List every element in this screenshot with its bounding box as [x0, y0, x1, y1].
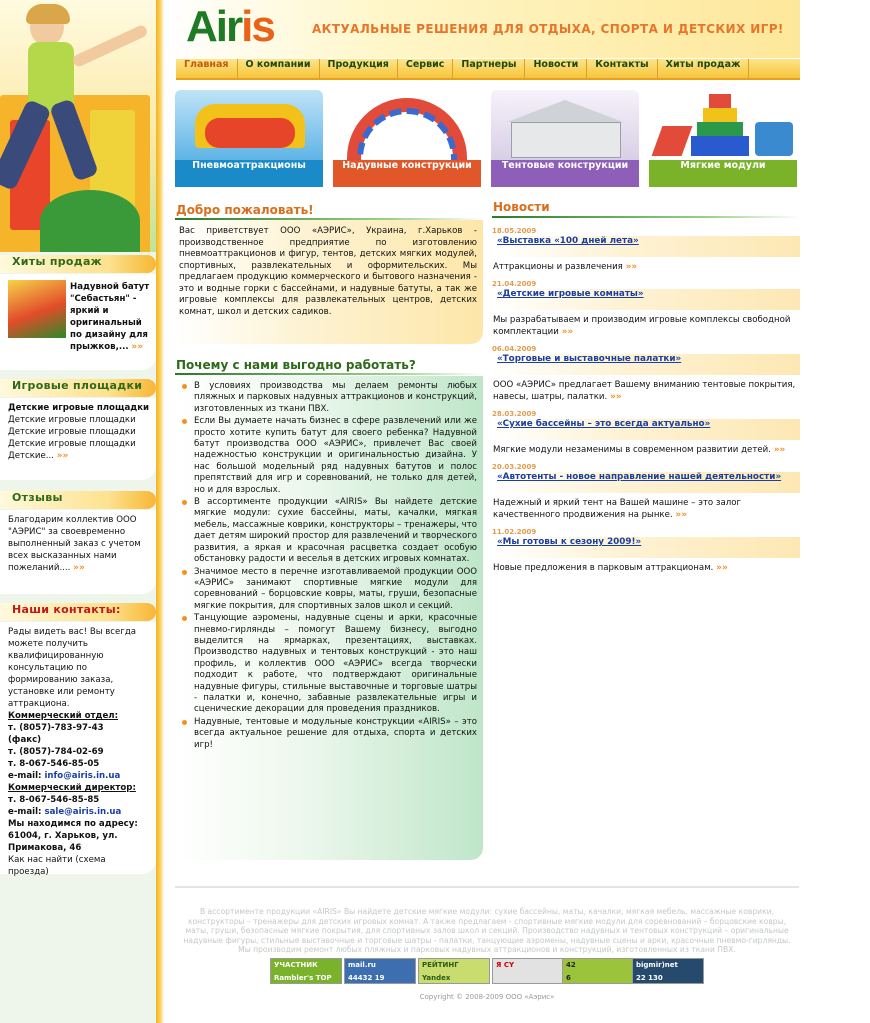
phone: т. (8057)-783-97-43 (факс) — [8, 723, 104, 745]
news-text-body: Мягкие модули незаменимы в современном развитии детей. — [493, 445, 771, 455]
email-label: e-mail: — [8, 807, 42, 817]
tent-roof — [507, 100, 623, 122]
why-item: Танцующие аэромены, надувные сцены и арки, красочные пневмо-гирлянды – помогут Вашему бизнесу, выгодно выделится на ярмарках, презентациях, выставках. Производство надувных и тентовых конструкций - это наш профиль, и коллектив ООО «АЭРИС» всегда творчески подходит к работе, что подтверждают оригинальные надувные фигуры, стильные выставочные и торговые шатры - палатки и, конечно, забавные развлекательные игры и сценические декорации для проведения праздников. — [179, 613, 477, 716]
phone: т. 8-067-546-85-05 — [8, 759, 100, 769]
ball-pool — [755, 122, 793, 156]
news-text — [492, 440, 800, 456]
nav-item-partners[interactable]: Партнеры — [453, 59, 525, 78]
playground-item[interactable]: Детские игровые площадки — [8, 415, 136, 425]
why-item: Надувные, тентовые и модульные конструкции «AIRIS» – это всегда актуальное решение для отдыха, спорта и детских игр! — [179, 717, 477, 751]
copyright: Copyright © 2008-2009 ООО «Аэрис» — [419, 993, 555, 1001]
hit-text: Надувной батут "Себастьян" - яркий и оригинальный по дизайну для прыжков,... — [70, 282, 150, 352]
playgrounds-block — [0, 398, 156, 480]
email-link[interactable]: sale@airis.in.ua — [44, 807, 122, 817]
footer-text: В ассортименте продукции «AIRIS» Вы найдете детские мягкие модули: сухие бассейны, маты, качалки, мягкая мебель, массажные коврики, конструкторы – тренажеры для детских игровых комнат. А также предлагаем - спортивные мягкие модули для соревнований – борцовские ковры, маты, груши, безопасные мягкие покрытия, для спортивных залов школ и секций. Производство надувных и тентовых конструкций – оригинальные надувные фигуры, стильные выставочные и торговые шатры - палатки, танцующие аэромены, надувные сцены и арки, красочные пневмо-гирлянды. Мы производим ремонт любых пляжных и парковых надувных аттракционов и конструкций, изготовленных из ткани ПВХ. — [183, 907, 791, 955]
phone: т. (8057)-784-02-69 — [8, 747, 104, 757]
tent-body — [511, 122, 621, 158]
news-date: 21.04.2009 — [492, 280, 537, 288]
news-text — [492, 257, 800, 273]
module-block — [652, 126, 693, 156]
more-arrow-icon[interactable]: »» — [73, 563, 85, 573]
contacts-intro: Рады видеть вас! Вы всегда можете получить квалифицированную консультацию по формированию заказа, установке или ремонту аттракциона. — [8, 627, 137, 709]
category-soft-modules[interactable] — [649, 90, 797, 187]
news-item — [492, 409, 800, 456]
hits-title: Хиты продаж — [0, 255, 156, 273]
nav-item-contacts[interactable]: Контакты — [587, 59, 657, 78]
child-hair — [26, 4, 70, 24]
category-tent-structures[interactable] — [491, 90, 639, 187]
news-item — [492, 279, 800, 338]
news-text — [492, 310, 800, 338]
playground-item[interactable]: Детские игровые площадки — [8, 439, 136, 449]
counter-line: УЧАСТНИК — [274, 961, 318, 969]
nav-item-about[interactable]: О компании — [238, 59, 320, 78]
director-label: Коммерческий директор: — [8, 783, 136, 793]
news-date: 18.05.2009 — [492, 227, 537, 235]
footer-divider — [175, 886, 799, 888]
castle-shape — [40, 190, 140, 252]
category-image — [649, 90, 797, 160]
hit-description[interactable] — [70, 281, 150, 353]
news-date: 11.02.2009 — [492, 528, 537, 536]
playground-item[interactable]: Детские игровые площадки — [8, 427, 136, 437]
header — [164, 0, 800, 58]
counter-line: 42 — [566, 961, 576, 969]
category-label: Пневмоаттракционы — [175, 160, 323, 187]
news-link[interactable]: «Детские игровые комнаты» — [492, 289, 800, 310]
playground-item-text: Детские... — [8, 451, 54, 461]
news-item — [492, 527, 800, 574]
news-text-body: Мы разрабатываем и производим игровые комплексы свободной комплектации — [493, 315, 791, 337]
contacts-block — [0, 622, 156, 877]
news-list — [492, 220, 800, 574]
divider — [492, 216, 800, 218]
news-date: 06.04.2009 — [492, 345, 537, 353]
commercial-label: Коммерческий отдел: — [8, 711, 119, 721]
reviews-block — [0, 510, 156, 594]
playground-item[interactable]: Детские игровые площадки — [8, 403, 150, 413]
nav-item-hits[interactable]: Хиты продаж — [658, 59, 750, 78]
slogan: АКТУАЛЬНЫЕ РЕШЕНИЯ ДЛЯ ОТДЫХА, СПОРТА И ДЕТСКИХ ИГР! — [312, 22, 784, 36]
news-text-body: ООО «АЭРИС» предлагает Вашему вниманию тентовые покрытия, навесы, шатры, палатки. — [493, 380, 796, 402]
news-item — [492, 344, 800, 403]
orange-stripe — [156, 0, 164, 1023]
phone: т. 8-067-546-85-85 — [8, 795, 100, 805]
counter-line: bigmir)net — [636, 961, 678, 969]
slide-shape — [205, 118, 295, 148]
playgrounds-title: Игровые площадки — [0, 379, 156, 397]
counter-mailru[interactable] — [344, 958, 416, 984]
counter-line: Rambler's TOP 100 — [274, 974, 332, 995]
category-inflatable-attractions[interactable] — [175, 90, 323, 187]
email-line — [8, 770, 138, 782]
email-label: e-mail: — [8, 771, 42, 781]
category-inflatable-structures[interactable] — [333, 90, 481, 187]
address: Мы находимся по адресу: 61004, г. Харьков, ул. Примакова, 46 — [8, 819, 138, 853]
news-link[interactable]: «Автотенты - новое направление нашей деятельности» — [492, 472, 800, 493]
why-block — [175, 376, 483, 860]
counter-line: Я CY — [496, 961, 515, 969]
module-block — [697, 122, 743, 136]
counter-line: mail.ru — [348, 961, 376, 969]
news-item — [492, 226, 800, 273]
news-link[interactable]: «Торговые и выставочные палатки» — [492, 354, 800, 375]
welcome-text: Вас приветствует ООО «АЭРИС», Украина, г.Харьков - производственное предприятие по изготовлению пневмоаттракционов и фигур, тентов, детских мягких модулей, спортивных, развлекательных и оформительских. Мы предлагаем продукцию коммерческого и бытового назначения - это и водные горки с бассейнами, и надувные батуты, а так же игровые комплексы для развлекательных центров, детских комнат, школ и детских садиков. — [175, 220, 483, 344]
more-arrow-icon[interactable]: »» — [56, 451, 69, 461]
category-tiles — [175, 90, 799, 188]
counter-bigmir[interactable] — [632, 958, 704, 984]
more-arrow-icon[interactable]: »» — [773, 445, 786, 455]
more-arrow-icon[interactable]: »» — [675, 510, 688, 520]
news-text — [492, 558, 800, 574]
category-label: Надувные конструкции — [333, 160, 481, 187]
more-arrow-icon[interactable]: »» — [625, 262, 638, 272]
news-text-body: Надежный и яркий тент на Вашей машине – это залог качественного продвижения на рынке. — [493, 498, 742, 520]
more-arrow-icon[interactable]: »» — [609, 392, 622, 402]
category-image — [491, 90, 639, 160]
email-line — [8, 806, 138, 818]
news-item — [492, 462, 800, 521]
news-text-body: Новые предложения в парковым аттракционам. — [493, 563, 714, 573]
route-link[interactable]: Как нас найти (схема проезда) — [8, 855, 106, 877]
news-text — [492, 493, 800, 521]
nav-item-news[interactable]: Новости — [525, 59, 587, 78]
nav-item-products[interactable]: Продукция — [320, 59, 398, 78]
news-text — [492, 375, 800, 403]
reviews-title: Отзывы — [0, 491, 156, 509]
category-label: Тентовые конструкции — [491, 160, 639, 187]
category-label: Мягкие модули — [649, 160, 797, 187]
why-title: Почему с нами выгодно работать? — [176, 358, 416, 372]
news-link[interactable]: «Выставка «100 дней лета» — [492, 236, 800, 257]
hit-product-image[interactable] — [8, 280, 66, 338]
module-block — [703, 108, 737, 122]
review-text: Благодарим коллектив ООО "АЭРИС" за своевременно выполненный заказ с учетом всех высказанных нами пожеланий.... — [8, 515, 141, 573]
category-image — [175, 90, 323, 160]
counter-yandex[interactable] — [418, 958, 490, 984]
module-block — [691, 136, 749, 156]
divider — [175, 373, 483, 375]
counters — [270, 958, 710, 995]
contacts-title: Наши контакты: — [0, 603, 156, 621]
more-arrow-icon[interactable]: »» — [131, 342, 144, 352]
counter-line: Yandex — [422, 974, 451, 982]
playground-item[interactable] — [8, 450, 150, 462]
why-item: Если Вы думаете начать бизнес в сфере развлечений или же просто хотите купить батут для своего ребенка? Надувной батут производства ООО «АЭРИС», привлечет Вас своей надежностью конструкции и оригинальностью дизайна. У нас большой модельный ряд надувных батутов и полос препятствий для игр и соревнований, не только для детей, но и для взрослых. — [179, 416, 477, 496]
news-title: Новости — [493, 200, 550, 214]
module-block — [709, 94, 731, 108]
more-arrow-icon[interactable]: »» — [716, 563, 728, 573]
counter-liveinternet[interactable] — [562, 958, 634, 984]
why-item: В ассортименте продукции «AIRIS» Вы найдете детские мягкие модули: сухие бассейны, маты, качалки, мягкая мебель, массажные коврики, конструкторы – тренажеры, что дает детям широкий простор для развлечений и творческого развития, а яркая и красочная расцветка создает особую обстановку радости и веселья в детских игровых комнатах. — [179, 497, 477, 565]
why-item: В условиях производства мы делаем ремонты любых пляжных и парковых надувных аттракционов и конструкций, изготовленных из ткани ПВХ. — [179, 381, 477, 415]
email-link[interactable]: info@airis.in.ua — [44, 771, 121, 781]
welcome-title: Добро пожаловать! — [176, 203, 314, 217]
counter-yandex-cy[interactable] — [492, 958, 564, 984]
hero-image — [0, 0, 158, 252]
counter-line: 44432 19 — [348, 974, 385, 982]
child-arm — [71, 24, 149, 69]
counter-line: РЕЙТИНГ — [422, 961, 459, 969]
more-arrow-icon[interactable]: »» — [561, 327, 574, 337]
counter-rambler[interactable] — [270, 958, 342, 995]
counter-line: 6 — [566, 974, 571, 982]
news-link[interactable]: «Сухие бассейны – это всегда актуально» — [492, 419, 800, 440]
news-link[interactable]: «Мы готовы к сезону 2009!» — [492, 537, 800, 558]
nav-item-home[interactable]: Главная — [176, 59, 238, 78]
news-date: 20.03.2009 — [492, 463, 537, 471]
news-text-body: Аттракционы и развлечения — [493, 262, 623, 272]
news-date: 28.03.2009 — [492, 410, 537, 418]
nav-item-service[interactable]: Сервис — [398, 59, 454, 78]
counter-line: 22 130 — [636, 974, 663, 982]
category-image — [333, 90, 481, 160]
main-nav — [176, 59, 800, 80]
logo[interactable]: Airis — [186, 2, 274, 51]
why-item: Значимое место в перечне изготавливаемой продукции ООО «АЭРИС» занимают спортивные мягкие модули для соревнований – борцовские ковры, маты, груши, безопасные мягкие покрытия, для спортивных залов школ и секций. — [179, 567, 477, 613]
